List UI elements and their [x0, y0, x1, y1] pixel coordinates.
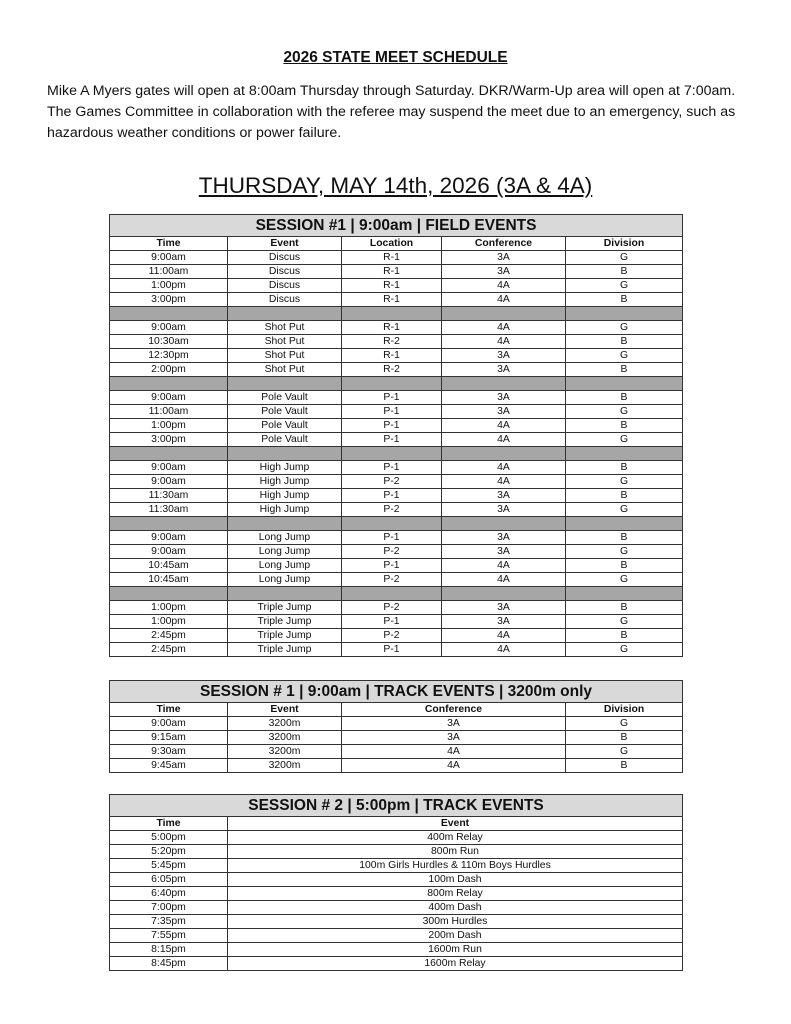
separator-cell — [228, 307, 342, 321]
group-separator-row — [110, 307, 683, 321]
table-cell: P-2 — [342, 475, 442, 489]
table-cell: Long Jump — [228, 531, 342, 545]
table-cell: P-2 — [342, 629, 442, 643]
table-cell: 4A — [442, 433, 566, 447]
table-cell: 9:00am — [110, 321, 228, 335]
table-cell: 10:45am — [110, 559, 228, 573]
table-cell: G — [566, 503, 683, 517]
table-cell: G — [566, 405, 683, 419]
table-cell: 9:00am — [110, 531, 228, 545]
track-3200-caption: SESSION # 1 | 9:00am | TRACK EVENTS | 3200m only — [110, 681, 683, 703]
table-cell: 9:15am — [110, 731, 228, 745]
table-cell: P-1 — [342, 489, 442, 503]
table-cell: R-2 — [342, 335, 442, 349]
separator-cell — [228, 447, 342, 461]
table-cell: G — [566, 717, 683, 731]
separator-cell — [110, 447, 228, 461]
table-row — [110, 475, 683, 489]
table-cell: Long Jump — [228, 559, 342, 573]
table-row — [110, 405, 683, 419]
separator-cell — [442, 447, 566, 461]
table-cell: High Jump — [228, 503, 342, 517]
table-cell: B — [566, 731, 683, 745]
table-cell: 11:00am — [110, 405, 228, 419]
table-cell: G — [566, 573, 683, 587]
table-cell: 1600m Run — [228, 943, 683, 957]
table-cell: 2:45pm — [110, 643, 228, 657]
table-cell: R-1 — [342, 293, 442, 307]
table-cell: Discus — [228, 293, 342, 307]
separator-cell — [566, 307, 683, 321]
table-row — [110, 601, 683, 615]
table-cell: 3A — [442, 545, 566, 559]
table-cell: Long Jump — [228, 545, 342, 559]
table-cell: 10:30am — [110, 335, 228, 349]
table-cell: 3200m — [228, 759, 342, 773]
table-cell: High Jump — [228, 489, 342, 503]
table-cell: Pole Vault — [228, 405, 342, 419]
table-cell: Triple Jump — [228, 601, 342, 615]
table-cell: High Jump — [228, 475, 342, 489]
table-cell: 1600m Relay — [228, 957, 683, 971]
table-cell: 2:45pm — [110, 629, 228, 643]
table-cell: 4A — [442, 573, 566, 587]
table-cell: Discus — [228, 265, 342, 279]
separator-cell — [342, 517, 442, 531]
table-row — [110, 915, 683, 929]
day-heading: THURSDAY, MAY 14th, 2026 (3A & 4A) — [198, 173, 593, 198]
group-separator-row — [110, 517, 683, 531]
table-row — [110, 559, 683, 573]
table-cell: G — [566, 433, 683, 447]
table-row — [110, 731, 683, 745]
table-cell: 3A — [442, 349, 566, 363]
column-header: Event — [228, 703, 342, 717]
table-cell: P-2 — [342, 545, 442, 559]
table-cell: G — [566, 251, 683, 265]
table-row — [110, 929, 683, 943]
table-cell: Discus — [228, 251, 342, 265]
field-events-header-row — [110, 237, 683, 251]
table-cell: 3A — [342, 731, 566, 745]
column-header: Event — [228, 237, 342, 251]
table-row — [110, 349, 683, 363]
table-cell: 10:45am — [110, 573, 228, 587]
table-cell: 9:00am — [110, 545, 228, 559]
table-cell: P-1 — [342, 643, 442, 657]
table-cell: Triple Jump — [228, 629, 342, 643]
table-cell: B — [566, 489, 683, 503]
table-row — [110, 745, 683, 759]
separator-cell — [566, 517, 683, 531]
group-separator-row — [110, 447, 683, 461]
column-header: Location — [342, 237, 442, 251]
table-cell: 1:00pm — [110, 419, 228, 433]
column-header: Time — [110, 237, 228, 251]
table-cell: 4A — [442, 475, 566, 489]
table-cell: P-2 — [342, 573, 442, 587]
table-cell: 800m Run — [228, 845, 683, 859]
table-row — [110, 957, 683, 971]
column-header: Conference — [442, 237, 566, 251]
table-row — [110, 759, 683, 773]
track-3200-header-row — [110, 703, 683, 717]
separator-cell — [342, 307, 442, 321]
table-cell: P-1 — [342, 433, 442, 447]
table-cell: P-2 — [342, 601, 442, 615]
table-cell: 300m Hurdles — [228, 915, 683, 929]
table-cell: 9:45am — [110, 759, 228, 773]
table-row — [110, 615, 683, 629]
table-cell: G — [566, 279, 683, 293]
table-row — [110, 265, 683, 279]
table-cell: Triple Jump — [228, 643, 342, 657]
column-header: Time — [110, 817, 228, 831]
separator-cell — [228, 377, 342, 391]
table-cell: 3:00pm — [110, 293, 228, 307]
table-cell: G — [566, 615, 683, 629]
table-cell: 1:00pm — [110, 279, 228, 293]
separator-cell — [342, 447, 442, 461]
table-cell: G — [566, 321, 683, 335]
separator-cell — [110, 377, 228, 391]
table-cell: 12:30pm — [110, 349, 228, 363]
separator-cell — [566, 377, 683, 391]
table-cell: Pole Vault — [228, 433, 342, 447]
table-cell: R-2 — [342, 363, 442, 377]
table-row — [110, 433, 683, 447]
column-header: Division — [566, 237, 683, 251]
table-row — [110, 831, 683, 845]
table-cell: 4A — [442, 419, 566, 433]
table-cell: 7:00pm — [110, 901, 228, 915]
table-cell: Pole Vault — [228, 391, 342, 405]
table-cell: P-1 — [342, 461, 442, 475]
table-cell: High Jump — [228, 461, 342, 475]
table-cell: 5:00pm — [110, 831, 228, 845]
table-cell: 1:00pm — [110, 615, 228, 629]
table-cell: G — [566, 475, 683, 489]
table-cell: 11:00am — [110, 265, 228, 279]
table-row — [110, 321, 683, 335]
table-row — [110, 717, 683, 731]
table-cell: 11:30am — [110, 489, 228, 503]
table-cell: B — [566, 293, 683, 307]
separator-cell — [442, 587, 566, 601]
table-cell: Shot Put — [228, 349, 342, 363]
table-cell: 9:00am — [110, 251, 228, 265]
table-cell: 8:45pm — [110, 957, 228, 971]
table-cell: B — [566, 601, 683, 615]
table-cell: 2:00pm — [110, 363, 228, 377]
table-cell: P-1 — [342, 531, 442, 545]
table-cell: B — [566, 335, 683, 349]
table-cell: 3A — [442, 391, 566, 405]
table-cell: Pole Vault — [228, 419, 342, 433]
table-cell: 9:00am — [110, 391, 228, 405]
table-cell: 3:00pm — [110, 433, 228, 447]
table-cell: P-1 — [342, 405, 442, 419]
separator-cell — [442, 517, 566, 531]
column-header: Event — [228, 817, 683, 831]
table-cell: 3A — [442, 531, 566, 545]
table-cell: 9:30am — [110, 745, 228, 759]
table-cell: 5:20pm — [110, 845, 228, 859]
field-events-table — [109, 214, 683, 657]
column-header: Division — [566, 703, 683, 717]
table-row — [110, 629, 683, 643]
table-cell: 3200m — [228, 745, 342, 759]
table-cell: 400m Dash — [228, 901, 683, 915]
table-cell: 3A — [442, 405, 566, 419]
table-cell: 800m Relay — [228, 887, 683, 901]
track-session-2-table — [109, 794, 683, 971]
table-cell: B — [566, 461, 683, 475]
separator-cell — [228, 517, 342, 531]
table-cell: 3200m — [228, 731, 342, 745]
table-cell: R-1 — [342, 349, 442, 363]
table-cell: 3200m — [228, 717, 342, 731]
table-cell: 9:00am — [110, 717, 228, 731]
table-cell: 3A — [442, 615, 566, 629]
column-header: Time — [110, 703, 228, 717]
track-session-2-caption: SESSION # 2 | 5:00pm | TRACK EVENTS — [110, 795, 683, 817]
column-header: Conference — [342, 703, 566, 717]
separator-cell — [110, 517, 228, 531]
table-cell: P-1 — [342, 419, 442, 433]
table-cell: B — [566, 391, 683, 405]
table-cell: 4A — [442, 629, 566, 643]
table-cell: 9:00am — [110, 461, 228, 475]
table-cell: 100m Dash — [228, 873, 683, 887]
table-cell: 6:05pm — [110, 873, 228, 887]
table-cell: 3A — [442, 265, 566, 279]
table-cell: B — [566, 363, 683, 377]
separator-cell — [342, 587, 442, 601]
table-cell: Discus — [228, 279, 342, 293]
table-cell: 5:45pm — [110, 859, 228, 873]
table-cell: 4A — [442, 279, 566, 293]
table-cell: P-1 — [342, 391, 442, 405]
table-row — [110, 503, 683, 517]
table-cell: B — [566, 419, 683, 433]
table-cell: 7:55pm — [110, 929, 228, 943]
table-cell: 4A — [442, 293, 566, 307]
table-cell: P-1 — [342, 615, 442, 629]
table-cell: 3A — [342, 717, 566, 731]
table-row — [110, 391, 683, 405]
table-row — [110, 279, 683, 293]
table-cell: Long Jump — [228, 573, 342, 587]
table-cell: R-1 — [342, 251, 442, 265]
table-cell: 7:35pm — [110, 915, 228, 929]
table-cell: R-1 — [342, 321, 442, 335]
separator-cell — [566, 587, 683, 601]
field-events-caption: SESSION #1 | 9:00am | FIELD EVENTS — [110, 215, 683, 237]
separator-cell — [342, 377, 442, 391]
table-cell: Shot Put — [228, 335, 342, 349]
table-cell: B — [566, 531, 683, 545]
table-cell: 4A — [442, 335, 566, 349]
separator-cell — [566, 447, 683, 461]
table-cell: 4A — [442, 461, 566, 475]
table-cell: B — [566, 629, 683, 643]
table-cell: Triple Jump — [228, 615, 342, 629]
table-cell: R-1 — [342, 265, 442, 279]
table-cell: 3A — [442, 363, 566, 377]
table-cell: 4A — [442, 321, 566, 335]
group-separator-row — [110, 377, 683, 391]
table-row — [110, 545, 683, 559]
table-row — [110, 251, 683, 265]
table-row — [110, 873, 683, 887]
table-row — [110, 531, 683, 545]
table-cell: 3A — [442, 601, 566, 615]
table-cell: Shot Put — [228, 363, 342, 377]
table-row — [110, 887, 683, 901]
table-row — [110, 901, 683, 915]
track-3200-table — [109, 680, 683, 773]
table-cell: 3A — [442, 251, 566, 265]
table-cell: 4A — [442, 643, 566, 657]
table-cell: 4A — [342, 759, 566, 773]
separator-cell — [442, 377, 566, 391]
table-cell: Shot Put — [228, 321, 342, 335]
table-row — [110, 573, 683, 587]
table-cell: G — [566, 745, 683, 759]
table-row — [110, 293, 683, 307]
table-cell: 100m Girls Hurdles & 110m Boys Hurdles — [228, 859, 683, 873]
table-cell: 6:40pm — [110, 887, 228, 901]
table-cell: R-1 — [342, 279, 442, 293]
group-separator-row — [110, 587, 683, 601]
table-cell: B — [566, 265, 683, 279]
table-cell: 3A — [442, 489, 566, 503]
table-cell: 200m Dash — [228, 929, 683, 943]
table-row — [110, 335, 683, 349]
table-cell: G — [566, 545, 683, 559]
table-cell: B — [566, 559, 683, 573]
table-row — [110, 489, 683, 503]
separator-cell — [110, 587, 228, 601]
separator-cell — [442, 307, 566, 321]
table-cell: 4A — [442, 559, 566, 573]
table-cell: 8:15pm — [110, 943, 228, 957]
table-row — [110, 419, 683, 433]
table-cell: 400m Relay — [228, 831, 683, 845]
table-cell: 3A — [442, 503, 566, 517]
separator-cell — [110, 307, 228, 321]
separator-cell — [228, 587, 342, 601]
table-row — [110, 845, 683, 859]
table-row — [110, 363, 683, 377]
table-cell: G — [566, 349, 683, 363]
table-row — [110, 943, 683, 957]
table-row — [110, 461, 683, 475]
table-cell: P-1 — [342, 559, 442, 573]
table-cell: 11:30am — [110, 503, 228, 517]
table-cell: 9:00am — [110, 475, 228, 489]
table-cell: 4A — [342, 745, 566, 759]
table-cell: P-2 — [342, 503, 442, 517]
table-row — [110, 859, 683, 873]
table-cell: 1:00pm — [110, 601, 228, 615]
track-session-2-header-row — [110, 817, 683, 831]
document-title: 2026 STATE MEET SCHEDULE — [283, 49, 508, 66]
table-row — [110, 643, 683, 657]
intro-paragraph: Mike A Myers gates will open at 8:00am Thursday through Saturday. DKR/Warm-Up area will open at 7:00am. The Games Committee in collaboration with the referee may suspend the meet due to an emergency, such as hazardous weather conditions or power failure. — [47, 83, 736, 141]
table-cell: G — [566, 643, 683, 657]
table-cell: B — [566, 759, 683, 773]
